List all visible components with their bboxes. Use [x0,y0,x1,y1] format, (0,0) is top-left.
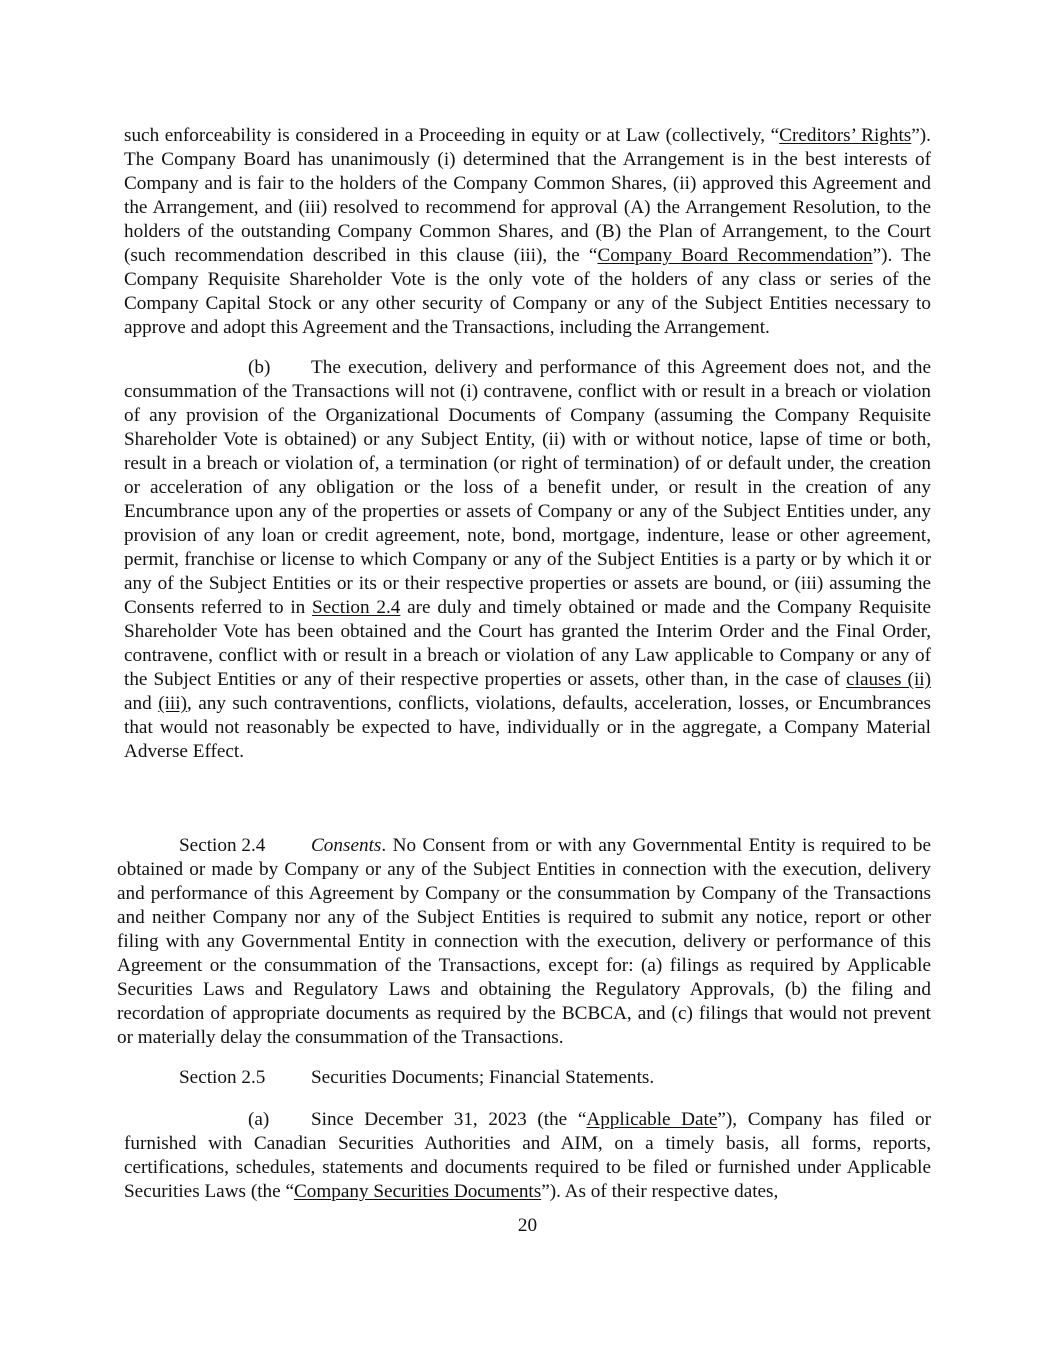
section-number: Section 2.4 [179,835,266,856]
paragraph-text: such enforceability is considered in a Proceeding in equity or at Law (collectively, “ [124,125,780,146]
defined-term-creditors-rights: Creditors’ Rights [779,125,912,146]
paragraph-text: , any such contraventions, conflicts, violations, defaults, acceleration, losses, or Encumbrances that would not reasonably be expected to have, individually or in the aggregate, a Company Material Adverse Effect. [124,693,931,762]
defined-term-applicable-date: Applicable Date [586,1109,718,1130]
paragraph-text: . No Consent from or with any Governmental Entity is required to be obtained or made by Company or any of the Subject Entities in connection with the execution, delivery and performance of this Agreement by Company or the consummation by Company of the Transactions and neither Company nor any of the Subject Entities is required to submit any notice, report or other filing with any Governmental Entity in connection with the execution, delivery or performance of this Agreement or the consummation of the Transactions, except for: (a) filings as required by Applicable Securities Laws and Regulatory Laws and obtaining the Regulatory Approvals, (b) the filing and recordation of appropriate documents as required by the BCBCA, and (c) filings that would not prevent or materially delay the consummation of the Transactions. [117,835,931,1048]
defined-term-company-securities-documents: Company Securities Documents [293,1181,542,1202]
cross-reference-section-2-4: Section 2.4 [312,597,401,618]
cross-reference-clause-ii: clauses (ii) [846,669,931,690]
paragraph-a-securities-documents [124,1108,931,1204]
section-number: Section 2.5 [179,1067,266,1088]
paragraph-board-approval [124,124,931,340]
defined-term-company-board-recommendation: Company Board Recommendation [597,245,873,266]
paragraph-text: ”). The Company Requisite Shareholder Vote is the only vote of the holders of any class or series of the Company Capital Stock or any other security of Company or any of the Subject Entities necessary to approve and adopt this Agreement and the Transactions, including the Arrangement. [124,245,931,338]
page-number: 20 [517,1215,538,1236]
clause-label: (a) [248,1109,270,1130]
paragraph-b-no-contravention [124,356,931,764]
paragraph-text: The execution, delivery and performance of this Agreement does not, and the consummation of the Transactions will not (i) contravene, conflict with or result in a breach or violation of any provision of the Organizational Documents of Company (assuming the Company Requisite Shareholder Vote is obtained) or any Subject Entity, (ii) with or without notice, lapse of time or both, result in a breach or violation of, a termination (or right of termination) of or default under, the creation or acceleration of any obligation or the loss of a benefit under, or result in the creation of any Encumbrance upon any of the properties or assets of Company or any of the Subject Entities under, any provision of any loan or credit agreement, note, bond, mortgage, indenture, lease or other agreement, permit, franchise or license to which Company or any of the Subject Entities is a party or by which it or any of the Subject Entities or its or their respective properties or assets are bound, or (iii) assuming the Consents referred to in [124,357,931,618]
paragraph-section-2-4-consents [117,834,931,1050]
paragraph-text: and [124,693,159,714]
section-title: Securities Documents; Financial Statements. [311,1067,655,1088]
paragraph-text: Since December 31, 2023 (the “ [311,1109,587,1130]
paragraph-text: are duly and timely obtained or made and the Company Requisite Shareholder Vote has been obtained and the Court has granted the Interim Order and the Final Order, contravene, conflict with or result in a breach or violation of any Law applicable to Company or any of the Subject Entities or any of their respective properties or assets, other than, in the case of [124,597,932,690]
paragraph-text: ”), Company has filed or furnished with Canadian Securities Authorities and AIM, on a timely basis, all forms, reports, certifications, schedules, statements and documents required to be filed or furnished under Applicable Securities Laws (the “ [124,1109,931,1202]
heading-section-2-5 [117,1066,931,1090]
paragraph-text: ”). The Company Board has unanimously (i) determined that the Arrangement is in the best interests of Company and is fair to the holders of the Company Common Shares, (ii) approved this Agreement and the Arrangement, and (iii) resolved to recommend for approval (A) the Arrangement Resolution, to the holders of the outstanding Company Common Shares, and (B) the Plan of Arrangement, to the Court (such recommendation described in this clause (iii), the “ [124,125,931,266]
clause-label: (b) [248,357,271,378]
cross-reference-clause-iii: (iii) [158,693,187,714]
paragraph-text: ”). As of their respective dates, [541,1181,779,1202]
section-title: Consents [311,835,382,856]
